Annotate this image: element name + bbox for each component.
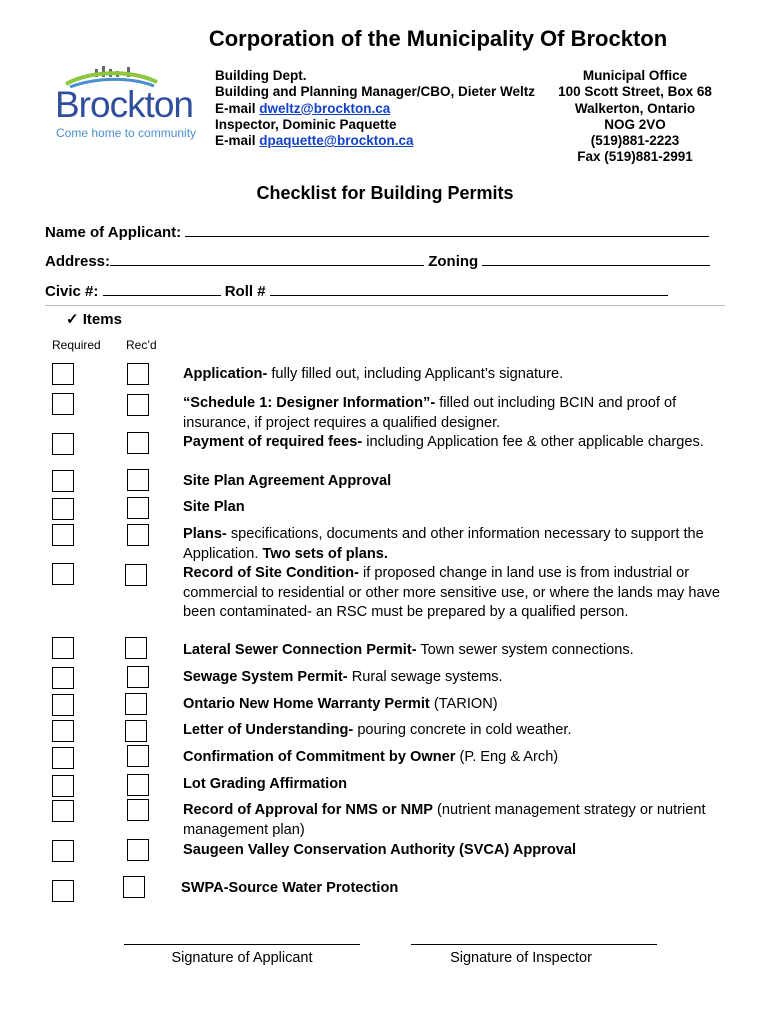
checklist-item-text	[183, 721, 743, 741]
logo-tagline: Come home to community	[56, 126, 197, 140]
item-title: Application-	[183, 366, 268, 382]
required-checkbox[interactable]	[52, 667, 74, 689]
office-postal: NOG 2VO	[604, 116, 666, 132]
item-title: Site Plan Agreement Approval	[183, 473, 392, 489]
item-title: Plans-	[183, 526, 227, 542]
office-phone: (519)881-2223	[590, 133, 680, 149]
checklist-item-text	[183, 668, 743, 688]
required-checkbox[interactable]	[52, 498, 74, 520]
required-checkbox[interactable]	[52, 433, 74, 455]
required-checkbox[interactable]	[52, 393, 74, 415]
item-title: Payment of required fees-	[183, 434, 363, 450]
brockton-logo	[52, 62, 202, 144]
required-checkbox[interactable]	[52, 363, 74, 385]
roll-field[interactable]	[270, 281, 668, 296]
checklist-item-text	[183, 498, 743, 518]
required-checkbox[interactable]	[52, 800, 74, 822]
item-title: Sewage System Permit-	[183, 669, 348, 685]
manager-name: Building and Planning Manager/CBO, Dieter Weltz	[215, 84, 536, 100]
item-title: Site Plan	[183, 499, 245, 515]
item-title: “Schedule 1: Designer Information”-	[183, 395, 436, 411]
zoning-field[interactable]	[482, 251, 710, 266]
office-fax: Fax (519)881-2991	[577, 149, 693, 165]
email-prefix: E-mail	[215, 100, 256, 116]
item-description: (TARION)	[429, 696, 498, 712]
address-row	[45, 251, 710, 270]
required-checkbox[interactable]	[52, 720, 74, 742]
document-title: Corporation of the Municipality Of Brockton	[208, 26, 668, 51]
applicant-name-label: Name of Applicant:	[45, 224, 182, 241]
required-checkbox[interactable]	[52, 694, 74, 716]
office-city: Walkerton, Ontario	[574, 100, 696, 116]
checklist-item-text	[183, 695, 743, 715]
received-checkbox[interactable]	[125, 637, 147, 659]
divider	[45, 305, 725, 306]
item-title: Confirmation of Commitment by Owner	[183, 749, 456, 765]
checklist-item-text	[183, 801, 743, 840]
checklist-item-text	[183, 394, 743, 433]
received-checkbox[interactable]	[127, 774, 149, 796]
item-title: Lateral Sewer Connection Permit-	[183, 642, 417, 658]
dept-name: Building Dept.	[215, 68, 307, 83]
item-description: if proposed change in land use is from industrial or commercial to residential or other more sensitive use, or where the lands may have been contaminated- an RSC must be prepared by a qualified person.	[183, 565, 720, 620]
received-column-header: Rec’d	[126, 338, 157, 352]
required-column-header: Required	[52, 338, 101, 352]
municipal-office-address	[555, 68, 715, 166]
received-checkbox[interactable]	[127, 839, 149, 861]
civic-label: Civic #:	[45, 283, 99, 300]
item-title: Record of Approval for NMS or NMP	[183, 802, 433, 818]
received-checkbox[interactable]	[127, 799, 149, 821]
received-checkbox[interactable]	[127, 432, 149, 454]
item-title: Lot Grading Affirmation	[183, 776, 348, 792]
received-checkbox[interactable]	[127, 469, 149, 491]
email-prefix: E-mail	[215, 133, 256, 149]
required-checkbox[interactable]	[52, 563, 74, 585]
manager-email-link[interactable]: dweltz@brockton.ca	[259, 100, 391, 116]
required-checkbox[interactable]	[52, 880, 74, 902]
checklist-item-text	[183, 748, 743, 768]
inspector-name: Inspector, Dominic Paquette	[215, 116, 397, 132]
applicant-name-row	[45, 222, 709, 241]
received-checkbox[interactable]	[127, 524, 149, 546]
applicant-signature-label: Signature of Applicant	[171, 950, 313, 966]
received-checkbox[interactable]	[127, 745, 149, 767]
address-label: Address:	[45, 253, 111, 270]
item-description: pouring concrete in cold weather.	[353, 722, 572, 738]
required-checkbox[interactable]	[52, 470, 74, 492]
zoning-label: Zoning	[428, 253, 479, 270]
checklist-item-text	[183, 525, 743, 564]
required-checkbox[interactable]	[52, 747, 74, 769]
items-header: ✓ Items	[66, 311, 122, 328]
office-name: Municipal Office	[582, 68, 688, 83]
item-title: Record of Site Condition-	[183, 565, 359, 581]
received-checkbox[interactable]	[127, 363, 149, 385]
item-title: Ontario New Home Warranty Permit	[183, 696, 430, 712]
item-description: specifications, documents and other information necessary to support the Application.	[183, 526, 704, 562]
building-dept-contact	[215, 68, 535, 149]
office-street: 100 Scott Street, Box 68	[558, 84, 712, 100]
required-checkbox[interactable]	[52, 524, 74, 546]
checklist-item-text	[183, 365, 743, 385]
address-field[interactable]	[110, 251, 424, 266]
required-checkbox[interactable]	[52, 637, 74, 659]
item-description: Rural sewage systems.	[347, 669, 503, 685]
received-checkbox[interactable]	[125, 564, 147, 586]
checklist-item-text	[181, 879, 741, 899]
inspector-email-link[interactable]: dpaquette@brockton.ca	[259, 133, 414, 149]
roll-label: Roll #	[224, 283, 266, 300]
required-checkbox[interactable]	[52, 775, 74, 797]
received-checkbox[interactable]	[125, 720, 147, 742]
item-description: Town sewer system connections.	[416, 642, 634, 658]
received-checkbox[interactable]	[123, 876, 145, 898]
checklist-item-text	[183, 775, 743, 795]
applicant-name-field[interactable]	[185, 222, 709, 237]
item-description: (P. Eng & Arch)	[455, 749, 559, 765]
received-checkbox[interactable]	[125, 693, 147, 715]
inspector-signature-line[interactable]	[411, 944, 657, 945]
received-checkbox[interactable]	[127, 666, 149, 688]
received-checkbox[interactable]	[127, 394, 149, 416]
item-description: fully filled out, including Applicant’s signature.	[267, 366, 564, 382]
required-checkbox[interactable]	[52, 840, 74, 862]
applicant-signature-line[interactable]	[124, 944, 360, 945]
checklist-item-text	[183, 841, 743, 861]
item-title: Letter of Understanding-	[183, 722, 354, 738]
item-description: (nutrient management strategy or nutrient management plan)	[183, 802, 706, 838]
item-title: Saugeen Valley Conservation Authority (SVCA) Approval	[183, 842, 577, 858]
inspector-signature-label: Signature of Inspector	[450, 950, 592, 966]
civic-roll-row	[45, 281, 668, 300]
checklist-item-text	[183, 564, 743, 623]
received-checkbox[interactable]	[127, 497, 149, 519]
civic-field[interactable]	[103, 281, 221, 296]
item-title: SWPA-Source Water Protection	[181, 880, 399, 896]
logo-wordmark: Brockton	[55, 84, 194, 125]
checklist-item-text	[183, 641, 743, 661]
checklist-item-text	[183, 472, 743, 492]
item-description: including Application fee & other applicable charges.	[362, 434, 704, 450]
item-description: filled out including BCIN and proof of insurance, if project requires a qualified designer.	[183, 395, 677, 431]
checklist-item-text	[183, 433, 743, 453]
checklist-title: Checklist for Building Permits	[256, 183, 514, 203]
item-emphasis: Two sets of plans.	[262, 545, 388, 562]
